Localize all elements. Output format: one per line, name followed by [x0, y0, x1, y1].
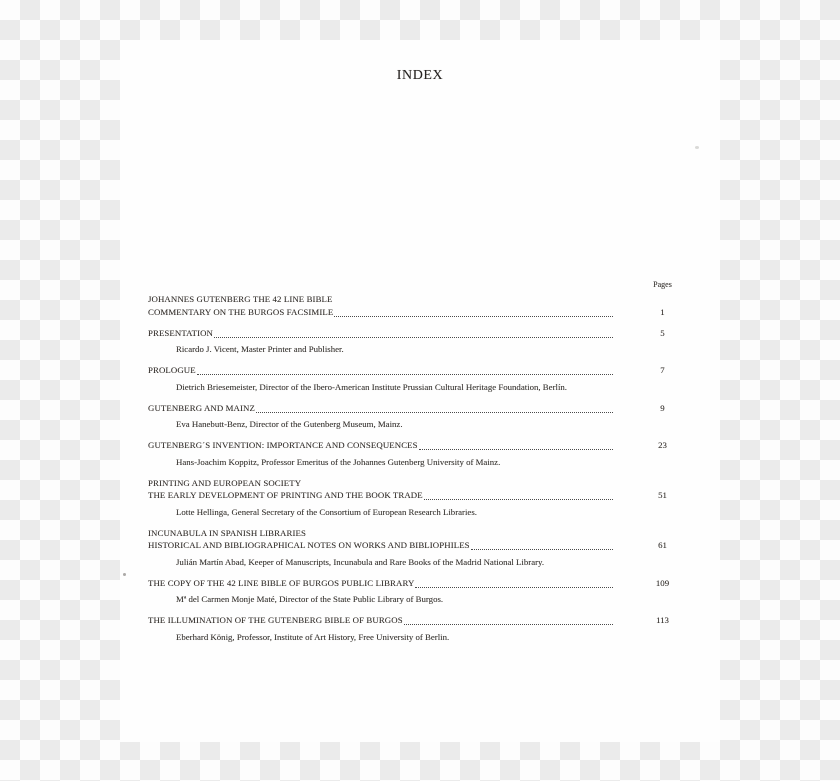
dot-leader [424, 499, 613, 500]
toc-entry [148, 527, 710, 569]
toc-entry [148, 364, 710, 393]
dot-leader [214, 337, 613, 338]
page-number: 61 [658, 540, 667, 550]
toc-entry [148, 327, 710, 356]
entry-title: PRESENTATION [148, 327, 214, 338]
entry-title: PROLOGUE [148, 365, 196, 375]
entry-title-line: INCUNABULA IN SPANISH LIBRARIES [148, 527, 306, 538]
table-of-contents [120, 280, 720, 643]
contributor-line: Ricardo J. Vicent, Master Printer and Publisher. [176, 344, 344, 354]
entry-title-row [148, 439, 710, 452]
dot-leader [404, 624, 613, 625]
page-number: 51 [658, 490, 667, 500]
entry-title: THE COPY OF THE 42 LINE BIBLE OF BURGOS PUBLIC LIBRARY [148, 577, 415, 588]
pages-column-header: Pages [653, 280, 672, 289]
scan-artifact-dot [123, 573, 126, 576]
page-number: 113 [656, 615, 669, 625]
dot-leader [256, 412, 613, 413]
entry-title-row [148, 614, 710, 627]
page-number: 9 [660, 402, 665, 413]
toc-entry [148, 439, 710, 468]
page-number: 109 [655, 577, 670, 588]
entry-title-row [148, 306, 710, 319]
toc-entry [148, 293, 710, 318]
contributor-line: Eberhard König, Professor, Institute of Art History, Free University of Berlin. [176, 631, 450, 642]
spacer [148, 280, 615, 290]
contributor-line: Hans-Joachim Koppitz, Professor Emeritus of the Johannes Gutenberg University of Mainz. [176, 456, 501, 467]
page-number: 1 [660, 306, 665, 317]
page-number: 7 [660, 365, 665, 375]
entry-title: HISTORICAL AND BIBLIOGRAPHICAL NOTES ON WORKS AND BIBLIOPHILES [148, 540, 470, 550]
contributor-line: Eva Hanebutt-Benz, Director of the Gutenberg Museum, Mainz. [176, 419, 403, 429]
dot-leader [471, 549, 613, 550]
toc-entry [148, 477, 710, 519]
entry-title-row [148, 539, 710, 552]
page-number: 5 [660, 327, 665, 338]
toc-entry [148, 402, 710, 431]
entry-title: THE ILLUMINATION OF THE GUTENBERG BIBLE OF BURGOS [148, 615, 403, 625]
entry-title: COMMENTARY ON THE BURGOS FACSIMILE [148, 306, 334, 317]
scan-artifact-dot [695, 146, 699, 149]
toc-entry [148, 614, 710, 643]
pages-header-row [148, 280, 710, 290]
page-number: 23 [658, 440, 667, 450]
entry-title-line: JOHANNES GUTENBERG THE 42 LINE BIBLE [148, 294, 333, 304]
entry-title-row [148, 489, 710, 502]
contributor-line: Dietrich Briesemeister, Director of the Ibero-American Institute Prussian Cultural Heritage Foundation, Berlín. [176, 381, 567, 392]
toc-entry [148, 577, 710, 606]
entry-title: GUTENBERG AND MAINZ [148, 402, 255, 413]
entry-title: GUTENBERG´S INVENTION: IMPORTANCE AND CONSEQUENCES [148, 440, 418, 450]
dot-leader [419, 449, 613, 450]
page-title: INDEX [396, 68, 444, 83]
document-page [120, 40, 720, 742]
entry-title-row [148, 402, 710, 415]
dot-leader [334, 316, 613, 317]
entry-title-row [148, 577, 710, 590]
entry-title-line: PRINTING AND EUROPEAN SOCIETY [148, 477, 302, 488]
entry-title-row [148, 364, 710, 377]
dot-leader [197, 374, 613, 375]
dot-leader [415, 587, 613, 588]
toc-list [148, 293, 710, 643]
entry-title-row [148, 327, 710, 340]
contributor-line: Mª del Carmen Monje Maté, Director of the State Public Library of Burgos. [176, 594, 444, 604]
contributor-line: Lotte Hellinga, General Secretary of the Consortium of European Research Libraries. [176, 506, 477, 517]
entry-title: THE EARLY DEVELOPMENT OF PRINTING AND THE BOOK TRADE [148, 490, 423, 500]
contributor-line: Julián Martín Abad, Keeper of Manuscripts, Incunabula and Rare Books of the Madrid National Library. [176, 556, 545, 567]
